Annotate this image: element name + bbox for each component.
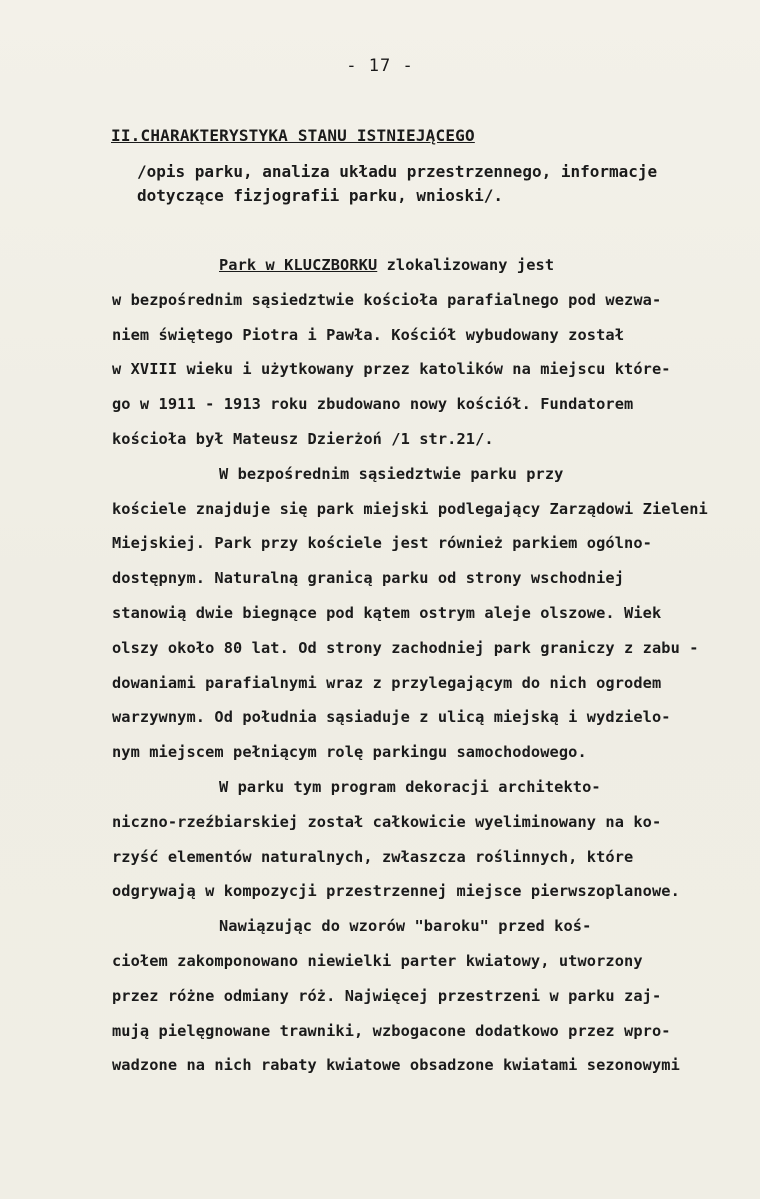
text-line: go w 1911 - 1913 roku zbudowano nowy kościół. Fundatorem: [112, 395, 634, 414]
text-line: przez różne odmiany róż. Najwięcej przestrzeni w parku zaj-: [112, 986, 662, 1005]
text-line: kościoła był Mateusz Dzierżoń /1 str.21/.: [112, 429, 494, 448]
text-line: odgrywają w kompozycji przestrzennej miejsce pierwszoplanowe.: [112, 882, 680, 901]
text-line: nym miejscem pełniącym rolę parkingu samochodowego.: [112, 743, 587, 762]
text-line: rzyść elementów naturalnych, zwłaszcza roślinnych, które: [112, 847, 634, 866]
text-line: W bezpośrednim sąsiedztwie parku przy: [219, 464, 564, 483]
body-text: [112, 256, 712, 1091]
text-line: mują pielęgnowane trawniki, wzbogacone dodatkowo przez wpro-: [112, 1021, 671, 1040]
text-line: wadzone na nich rabaty kwiatowe obsadzone kwiatami sezonowymi: [112, 1056, 680, 1075]
text-line: kościele znajduje się park miejski podlegający Zarządowi Zieleni: [112, 499, 708, 518]
text-line: w bezpośrednim sąsiedztwie kościoła parafialnego pod wezwa-: [112, 290, 662, 309]
text-line: Miejskiej. Park przy kościele jest również parkiem ogólno-: [112, 534, 652, 553]
text-line: dostępnym. Naturalną granicą parku od strony wschodniej: [112, 569, 625, 588]
section-heading: II.CHARAKTERYSTYKA STANU ISTNIEJĄCEGO: [111, 126, 475, 145]
text-line: [112, 256, 712, 291]
text-line: olszy około 80 lat. Od strony zachodniej park graniczy z zabu -: [112, 638, 699, 657]
text-line: stanowią dwie biegnące pod kątem ostrym aleje olszowe. Wiek: [112, 603, 662, 622]
text-line: W parku tym program dekoracji architekto-: [219, 777, 601, 796]
text-line: niem świętego Piotra i Pawła. Kościół wybudowany został: [112, 325, 625, 344]
text-line: warzywnym. Od południa sąsiaduje z ulicą miejską i wydzielo-: [112, 708, 671, 727]
underlined-place-name: Park w KLUCZBORKU: [219, 256, 378, 274]
text-line: Nawiązując do wzorów "baroku" przed koś-: [219, 917, 592, 936]
text-line: w XVIII wieku i użytkowany przez katolików na miejscu które-: [112, 360, 671, 379]
text-line: ciołem zakomponowano niewielki parter kwiatowy, utworzony: [112, 951, 643, 970]
subheading-line: /opis parku, analiza układu przestrzennego, informacje: [137, 162, 658, 181]
text-line: niczno-rzeźbiarskiej został całkowicie wyeliminowany na ko-: [112, 812, 662, 831]
page-number: - 17 -: [346, 56, 414, 76]
text-line: dowaniami parafialnymi wraz z przylegającym do nich ogrodem: [112, 673, 662, 692]
section-subheading: [137, 160, 657, 208]
subheading-line: dotyczące fizjografii parku, wnioski/.: [137, 186, 504, 205]
line-text: zlokalizowany jest: [377, 256, 555, 274]
